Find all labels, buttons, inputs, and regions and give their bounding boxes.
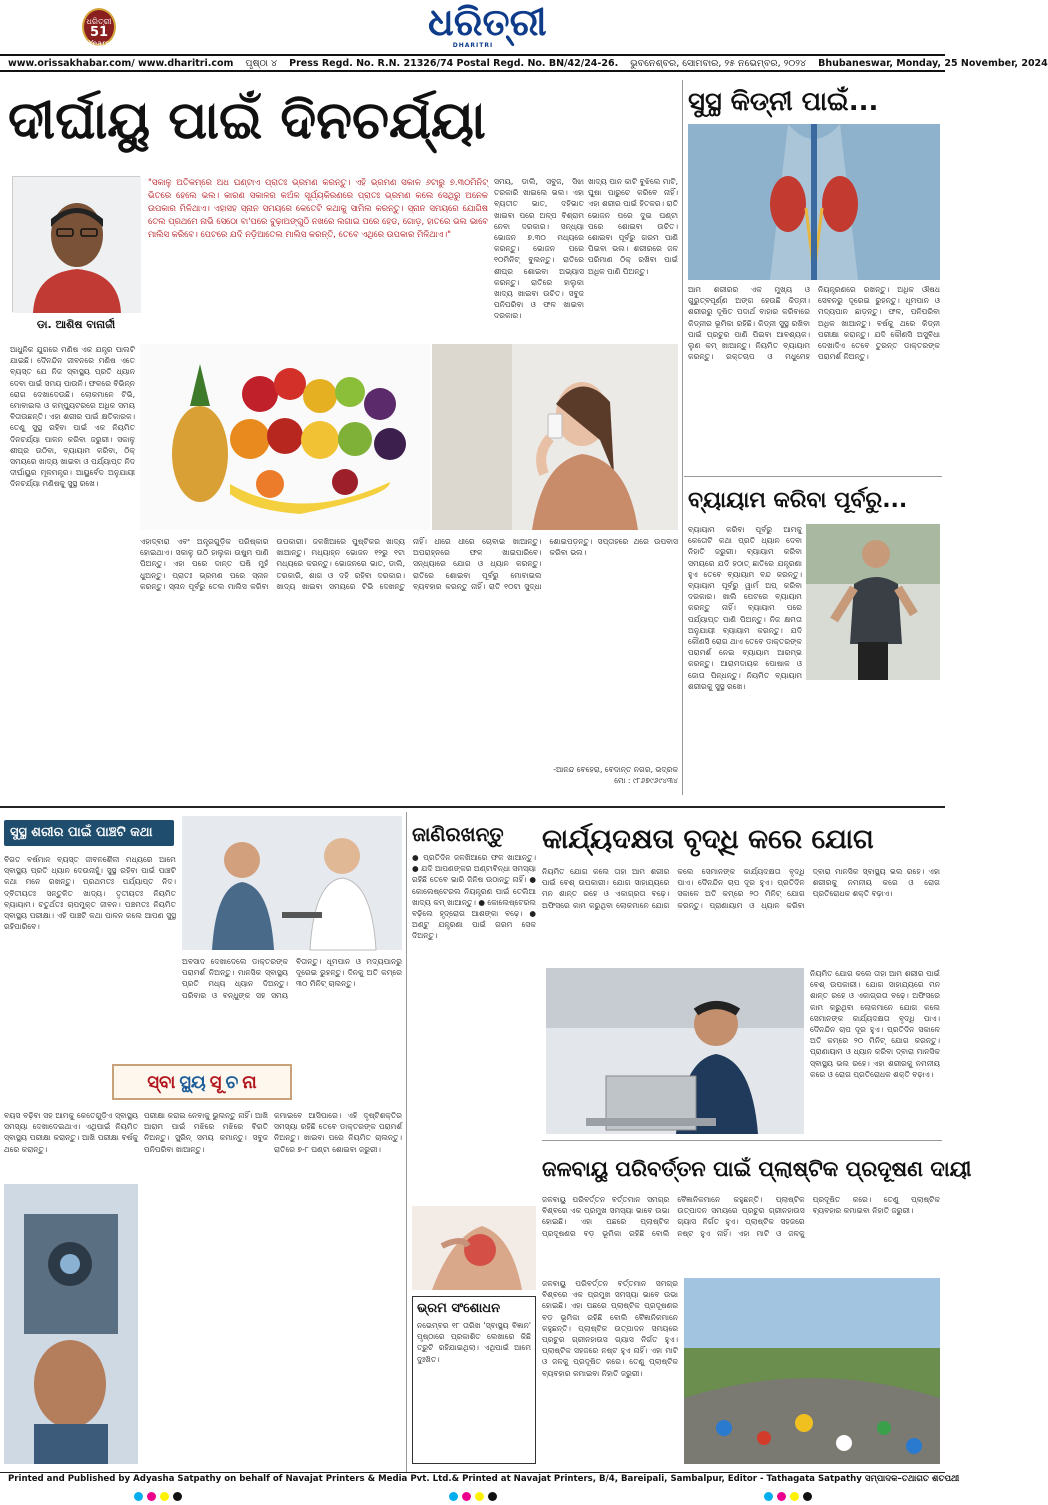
health-tips-col-1: ବୟସ ବଢ଼ିବା ସହ ଆମକୁ କେତେଗୁଡ଼ିଏ ସ୍ବାସ୍ଥ୍ୟ ସମସ୍ୟା ଦେଖାଦେଇଥାଏ। ଏଥିପାଇଁ ନିୟମିତ ସ୍ବାସ୍ଥ୍ୟ ପରୀକ୍ଷା କରାନ୍ତୁ। ଆଖି ପରୀକ୍ଷା ବର୍ଷକୁ ଥରେ କରାନ୍ତୁ। [4, 1111, 138, 1154]
fruits-photo [140, 344, 430, 530]
climate-headline: ଜଳବାୟୁ ପରିବର୍ତ୍ତନ ପାଇଁ ପ୍ଲାଷ୍ଟିକ ପ୍ରଦୂଷଣ ଦାୟୀ [542, 1157, 972, 1181]
correction-box [412, 1296, 536, 1464]
knee-pain-photo [412, 1206, 536, 1290]
plastic-waste-photo [684, 1278, 940, 1464]
kidney-anatomy-photo [688, 124, 940, 280]
article-body-left: ଆଧୁନିକ ଯୁଗରେ ମଣିଷ ଏକ ଯନ୍ତ୍ର ପାଲଟି ଯାଇଛି। ଦୈନନ୍ଦିନ ଜୀବନରେ ମଣିଷ ଏତେ ବ୍ୟସ୍ତ ଯେ ନିଜ ସ୍ବାସ୍ଥ୍ୟ ପ୍ରତି ଧ୍ୟାନ ଦେବା ପାଇଁ ସମୟ ପାଉନି। ଫଳରେ ବିଭିନ୍ନ ରୋଗ ଦେଖାଦେଉଛି। ଲୋକମାନେ ଟିଭି, ମୋବାଇଲ ଓ କମ୍ପ୍ୟୁଟରରେ ଅଧିକ ସମୟ ବିତାଉଛନ୍ତି। ଏହା ଶରୀର ପାଇଁ କ୍ଷତିକାରକ। ତେଣୁ ସୁସ୍ଥ ରହିବା ପାଇଁ ଏକ ନିୟମିତ ଦିନଚର୍ଯ୍ୟା ପାଳନ କରିବା ଜରୁରୀ। ସକାଳୁ ଶୀଘ୍ର ଉଠିବା, ବ୍ୟାୟାମ କରିବା, ଠିକ୍ ସମୟରେ ଖାଦ୍ୟ ଖାଇବା ଓ ପର୍ଯ୍ୟାପ୍ତ ନିଦ ଦୀର୍ଘାୟୁର ମୂଳମନ୍ତ୍ର। ଆୟୁର୍ବେଦ ଅନୁଯାୟୀ ଦିନଚର୍ଯ୍ୟା ମଣିଷକୁ ସୁସ୍ଥ ରଖେ। [10, 345, 135, 489]
date-odia: ଭୁବନେଶ୍ବର, ସୋମବାର, ୨୫ ନଭେମ୍ବର, ୨୦୨୪ [630, 57, 807, 69]
yoga-body-top: ନିୟମିତ ଯୋଗ କଲେ ତାହା ଆମ ଶରୀର ପାଇଁ ବେଶ୍ ଉପକାରୀ। ଯୋଗ ସାହାଯ୍ୟରେ ମନ ଶାନ୍ତ ରହେ ଓ ଏକାଗ୍ରତା ବଢ଼େ। ଅଫିସରେ କାମ କରୁଥିବା ଲୋକମାନେ ଯୋଗ କଲେ ସେମାନଙ୍କ କାର୍ଯ୍ୟଦକ୍ଷତା ବୃଦ୍ଧି ପାଏ। ଦୈନନ୍ଦିନ ଚାପ ଦୂର ହୁଏ। ପ୍ରତିଦିନ ସକାଳେ ଅତି କମ୍‌ରେ ୨୦ ମିନିଟ୍ ଯୋଗ କରନ୍ତୁ। ପ୍ରାଣାୟାମ ଓ ଧ୍ୟାନ କରିବା ଦ୍ବାରା ମାନସିକ ସ୍ବାସ୍ଥ୍ୟ ଭଲ ରହେ। ଏହା ଶରୀରକୁ ନମନୀୟ କରେ ଓ ରୋଗ ପ୍ରତିରୋଧକ ଶକ୍ତି ବଢ଼ାଏ। [542, 867, 940, 910]
color-registration-marks [0, 1488, 945, 1502]
five-things-body-2: ଅବସାଦ ଦେଖାଦେଲେ ଡାକ୍ତରଙ୍କ ପରାମର୍ଶ ନିଅନ୍ତୁ। ମାନସିକ ସ୍ବାସ୍ଥ୍ୟ ପ୍ରତି ମଧ୍ୟ ଧ୍ୟାନ ଦିଅନ୍ତୁ। ପରିବାର ଓ ବନ୍ଧୁଙ୍କ ସହ ସମୟ ବିତାନ୍ତୁ। ଧୂମପାନ ଓ ମଦ୍ୟପାନରୁ ଦୂରେଇ ରୁହନ୍ତୁ। ଦିନକୁ ଅତି କମ୍‌ରେ ୩୦ ମିନିଟ୍ ଚାଲନ୍ତୁ। [182, 957, 402, 1000]
section-divider [542, 1140, 942, 1141]
author-name: ଡା. ଆଶିଷ ବାନାର୍ଜୀ [36, 318, 116, 331]
know-body: ● ପ୍ରତିଦିନ ଜଳଖିଆରେ ଫଳ ଖାଆନ୍ତୁ। ● ଯଦି ଆପଣଙ୍କର ଅଣ୍ଟାବିନ୍ଧା ସମସ୍ୟା ରହିଛି ତେବେ ଭାରି ଜିନିଷ ଉଠାନ୍ତୁ ନାହିଁ। ● କୋଲେଷ୍ଟେରଲ ନିୟନ୍ତ୍ରଣ ପାଇଁ ତେଲିଆ ଖାଦ୍ୟ କମ୍ ଖାଆନ୍ତୁ। ● କୋଲେଷ୍ଟେରଲ ବଢ଼ିଲେ ହୃଦ୍‌ରୋଗ ଆଶଙ୍କା ବଢ଼େ। ● ଅଣ୍ଟୁ ଯନ୍ତ୍ରଣା ପାଇଁ ଗରମ ସେକ ଦିଅନ୍ତୁ। [412, 853, 536, 941]
section-divider [0, 806, 945, 808]
five-things-body: ବିଗତ ବର୍ଷମାନ ବ୍ୟସ୍ତ ଜୀବନଶୈଳୀ ମଧ୍ୟରେ ଆମେ ସ୍ବାସ୍ଥ୍ୟ ପ୍ରତି ଧ୍ୟାନ ଦେଉନାହୁଁ। ସୁସ୍ଥ ରହିବା ପାଇଁ ପାଞ୍ଚଟି କଥା ମନେ ରଖନ୍ତୁ। ପ୍ରଥମତଃ ପର୍ଯ୍ୟାପ୍ତ ନିଦ। ଦ୍ବିତୀୟତଃ ସନ୍ତୁଳିତ ଖାଦ୍ୟ। ତୃତୀୟତଃ ନିୟମିତ ବ୍ୟାୟାମ। ଚତୁର୍ଥତଃ ଚାପମୁକ୍ତ ଜୀବନ। ପଞ୍ଚମତଃ ନିୟମିତ ସ୍ବାସ୍ଥ୍ୟ ପରୀକ୍ଷା। ଏହି ପାଞ୍ଚଟି କଥା ପାଳନ କଲେ ଆପଣ ସୁସ୍ଥ ରହିପାରିବେ। [4, 855, 176, 932]
footer-divider [0, 1472, 945, 1473]
tips-letter-3: ସୂ [209, 1071, 222, 1093]
author-photo [12, 176, 140, 312]
main-headline: ଦୀର୍ଘାୟୁ ପାଇଁ ଦିନଚର୍ଯ୍ୟା [8, 91, 486, 151]
anniversary-badge [82, 8, 116, 46]
health-tips-banner [112, 1064, 292, 1100]
exercise-body-narrow: ବ୍ୟାୟାମ କରିବା ପୂର୍ବରୁ ଆମକୁ କେତୋଟି କଥା ପ୍ରତି ଧ୍ୟାନ ଦେବା ନିହାତି ଜରୁରୀ। ବ୍ୟାୟାମ କରିବା ସମୟରେ ଯଦି ହଠାତ୍ ଛାତିରେ ଯନ୍ତ୍ରଣା ହୁଏ ତେବେ ବ୍ୟାୟାମ ବନ୍ଦ କରନ୍ତୁ। ବ୍ୟାୟାମ ପୂର୍ବରୁ ୱାର୍ମ ଅପ୍ କରିବା ଦରକାର। ଖାଲି ପେଟରେ ବ୍ୟାୟାମ କରନ୍ତୁ ନାହିଁ। ବ୍ୟାୟାମ ପରେ ପର୍ଯ୍ୟାପ୍ତ ପାଣି ପିଅନ୍ତୁ। ନିଜ କ୍ଷମତା ଅନୁଯାୟୀ ବ୍ୟାୟାମ କରନ୍ତୁ। ଯଦି କୌଣସି ରୋଗ ଥାଏ ତେବେ ଡାକ୍ତରଙ୍କ ପରାମର୍ଶ ନେଇ ବ୍ୟାୟାମ ଆରମ୍ଭ କରନ୍ତୁ। ଆରାମଦାୟକ ପୋଷାକ ଓ ଜୋତା ପିନ୍ଧନ୍ତୁ। ନିୟମିତ ବ୍ୟାୟାମ ଶରୀରକୁ ସୁସ୍ଥ ରଖେ। [688, 525, 802, 691]
health-tips-col-3: କମାଇବେ ଆସିପାରେ। ଏହି ଦୃଷ୍ଟିଶକ୍ତିର ସମସ୍ୟା ରହିଛି ତେବେ ଡାକ୍ତରଙ୍କ ପରାମର୍ଶ ନିଅନ୍ତୁ। ଖାଇବା ପରେ ନିୟମିତ ଚାଲନ୍ତୁ। ରାତିରେ ୭-୮ ଘଣ୍ଟା ଶୋଇବା ଜରୁରୀ। [274, 1111, 402, 1154]
tips-letter-4: ଚ [225, 1071, 239, 1093]
column-divider [406, 812, 407, 1472]
kidney-headline: ସୁସ୍ଥ କିଡ୍‌ନୀ ପାଇଁ... [688, 87, 879, 117]
info-bar [0, 54, 1048, 72]
tips-letter-1: ସ୍ବା [147, 1071, 176, 1093]
masthead [0, 0, 945, 54]
section-divider [684, 476, 942, 477]
tips-letter-2: ସ୍ଥ୍ୟ [179, 1071, 206, 1093]
five-things-headline: ସୁସ୍ଥ ଶରୀର ପାଇଁ ପାଞ୍ଚଟି କଥା [4, 820, 174, 846]
article-body-bottom: ଏହାଦ୍ବାରା ଏବଂ ଅନ୍ତ୍ରଗୁଡ଼ିକ ପରିଷ୍କାର ହୋଇଥାଏ। ସକାଳୁ ଉଠି ହାଲୁକା ଉଷୁମ ପାଣି ପିଅନ୍ତୁ। ଏହା ପରେ ଦାନ୍ତ ଘଷି ମୁହଁ ଧୁଅନ୍ତୁ। ପ୍ରାତଃ ଭ୍ରମଣ ପରେ ସ୍ନାନ କରନ୍ତୁ। ସ୍ନାନ ପୂର୍ବରୁ ତେଲ ମାଲିସ କରିବା ଉପକାରୀ। ଜଳଖିଆରେ ପୁଷ୍ଟିକର ଖାଦ୍ୟ ଖାଆନ୍ତୁ। ମଧ୍ୟାହ୍ନ ଭୋଜନ ୧୨ରୁ ୧ଟା ମଧ୍ୟରେ କରନ୍ତୁ। ଭୋଜନରେ ଭାତ, ଡାଲି, ତରକାରି, ଶାଗ ଓ ଦହି ରହିବା ଦରକାର। ଖାଦ୍ୟ ଖାଇବା ସମୟରେ ଟିଭି ଦେଖନ୍ତୁ ନାହିଁ। ଧୀରେ ଧୀରେ ଚୋବାଇ ଖାଆନ୍ତୁ। ଅପରାହ୍ନରେ ଫଳ ଖାଇପାରିବେ। ସନ୍ଧ୍ୟାରେ ଯୋଗ ଓ ଧ୍ୟାନ କରନ୍ତୁ। ରାତିରେ ଶୋଇବା ପୂର୍ବରୁ ମୋବାଇଲ ବ୍ୟବହାର କରନ୍ତୁ ନାହିଁ। ରାତି ୧୦ଟା ସୁଦ୍ଧା ଶୋଇପଡ଼ନ୍ତୁ। ସପ୍ତାହରେ ଥରେ ଉପବାସ କରିବା ଭଲ। [140, 537, 678, 591]
correction-title: ଭ୍ରମ ସଂଶୋଧନ [417, 1301, 501, 1316]
correction-body: ନଭେମ୍ବର ୧୮ ତାରିଖ 'ସ୍ବାସ୍ଥ୍ୟ ବିଜ୍ଞାନ' ପୃଷ୍ଠାରେ ପ୍ରକାଶିତ ଲେଖାରେ କିଛି ତ୍ରୁଟି ରହିଯାଇଥିଲା। ଏଥିପାଇଁ ଆମେ ଦୁଃଖିତ। [417, 1321, 531, 1364]
know-headline: ଜାଣିରଖନ୍ତୁ [412, 822, 504, 846]
badge-line-3: Years [88, 39, 110, 48]
yoga-headline: କାର୍ଯ୍ୟଦକ୍ଷତା ବୃଦ୍ଧି କରେ ଯୋଗ [542, 824, 874, 855]
kidney-body: ଆମ ଶରୀରର ଏକ ମୁଖ୍ୟ ଓ ଗୁରୁତ୍ବପୂର୍ଣ୍ଣ ଅଙ୍ଗ ହେଉଛି କିଡ୍‌ନୀ। ଶରୀରରୁ ଦୂଷିତ ପଦାର୍ଥ ବାହାର କରିବାରେ କିଡ୍‌ନୀର ଭୂମିକା ରହିଛି। କିଡ୍‌ନୀ ସୁସ୍ଥ ରଖିବା ପାଇଁ ପ୍ରଚୁର ପାଣି ପିଇବା ଆବଶ୍ୟକ। ଲୁଣ କମ୍ ଖାଆନ୍ତୁ। ନିୟମିତ ବ୍ୟାୟାମ କରନ୍ତୁ। ରକ୍ତଚାପ ଓ ମଧୁମେହ ନିୟନ୍ତ୍ରଣରେ ରଖନ୍ତୁ। ଅଧିକ ଔଷଧ ସେବନରୁ ଦୂରେଇ ରୁହନ୍ତୁ। ଧୂମପାନ ଓ ମଦ୍ୟପାନ ଛାଡ଼ନ୍ତୁ। ଫଳ, ପନିପରିବା ଅଧିକ ଖାଆନ୍ତୁ। ବର୍ଷକୁ ଥରେ କିଡ୍‌ନୀ ପରୀକ୍ଷା କରାନ୍ତୁ। ଯଦି କୌଣସି ଅସୁବିଧା ଦେଖାଦିଏ ତେବେ ତୁରନ୍ତ ଡାକ୍ତରଙ୍କ ପରାମର୍ଶ ନିଅନ୍ତୁ। [688, 285, 940, 362]
page-number: ପୃଷ୍ଠା ୪ [245, 57, 278, 69]
badge-line-1: ଧରିତ୍ରୀ [86, 17, 112, 26]
running-man-photo [806, 524, 940, 680]
badge-years-number: 51 [89, 25, 109, 40]
doctor-consultation-photo [182, 816, 402, 950]
footer-imprint: Printed and Published by Adyasha Satpathy on behalf of Navajat Printers & Media Pvt. Ltd.& Printed at Navajat Printers, B/4, Bareipali, Sambalpur, Editor - Tathagata Satpathy ସମ୍ପାଦକ–ତଥାଗତ ଶତପଥୀ [8, 1474, 960, 1484]
health-tips-col-2: ପରୀକ୍ଷା କରାଇ ନେବାକୁ ଭୁଲନ୍ତୁ ନାହିଁ। ଆଖି ଆରାମ ପାଇଁ ମଝିରେ ମଝିରେ ବିରତି ନିଅନ୍ତୁ। ସ୍କ୍ରିନ୍ ସମୟ କମାନ୍ତୁ। ସବୁଜ ପନିପରିବା ଖାଆନ୍ତୁ। [144, 1111, 268, 1154]
climate-body-lower: ଜଳବାୟୁ ପରିବର୍ତ୍ତନ ବର୍ତ୍ତମାନ ସମଗ୍ର ବିଶ୍ବରେ ଏକ ପ୍ରମୁଖ ସମସ୍ୟା ଭାବେ ଉଭା ହୋଇଛି। ଏହା ପଛରେ ପ୍ଲାଷ୍ଟିକ ପ୍ରଦୂଷଣର ବଡ଼ ଭୂମିକା ରହିଛି ବୋଲି ବୈଜ୍ଞାନିକମାନେ କହୁଛନ୍ତି। ପ୍ଲାଷ୍ଟିକ ଉତ୍ପାଦନ ସମୟରେ ପ୍ରଚୁର ଗ୍ରୀନହାଉସ ଗ୍ୟାସ ନିର୍ଗତ ହୁଏ। ପ୍ଲାଷ୍ଟିକ ସହଜରେ ନଷ୍ଟ ହୁଏ ନାହିଁ। ଏହା ମାଟି ଓ ଜଳକୁ ପ୍ରଦୂଷିତ କରେ। ତେଣୁ ପ୍ଲାଷ୍ଟିକ ବ୍ୟବହାର କମାଇବା ନିହାତି ଜରୁରୀ। [542, 1279, 678, 1378]
press-regd: Press Regd. No. R.N. 21326/74 Postal Regd. No. BN/42/24-26. [289, 57, 619, 69]
newspaper-logo [428, 0, 547, 49]
woman-drinking-milk-photo [432, 344, 678, 530]
article-byline: -ଆନନ୍ଦ ବେହେରା, ବେଦାନ୍ତ ନଗର, ଭଦ୍ରକ ମୋ : ୯୮୬୭୯୬୯୪୩୪ [553, 765, 678, 786]
logo-subtext: DHARITRI [452, 42, 494, 49]
article-column-b: ଖାଦ୍ୟ ପାନ କାଟି ବୁଝିଲେ ମାଟି, ଘୁଷା ପାରୁଚେ କରିବେ ନାହିଁ। ଏହା ଶରୀର ପାଇଁ ହିତକର। ରାତି ଭୋଜନ ପରେ ଦୁଇ ଘଣ୍ଟା ପରେ ଶୋଇବା ଉଚିତ। ଶୋଇବା ପୂର୍ବରୁ ଗରମ ପାଣି ପିଇବା ଭଲ। ଶରୀରରେ ଜଳ ପରିମାଣ ଠିକ୍ ରଖିବା ପାଇଁ ଅଧିକ ପାଣି ପିଅନ୍ତୁ। [588, 177, 678, 276]
eye-exam-photo [4, 1184, 138, 1464]
article-column-a: ସମୟ, ଡାଲି, ସବୁଜ, ସିଝା ତରକାରି ଖାଇଲେ ଭଲ। ଏହା ବ୍ୟତୀତ ଭାତ, ଦହିଭାତ ଖାଇବା ପରେ ଅଳ୍ପ ବିଶ୍ରାମ ନେବା ଦରକାର। ସନ୍ଧ୍ୟା ଭୋଜନ ୭.୩୦ ମଧ୍ୟରେ କରନ୍ତୁ। ଭୋଜନ ପରେ ୧୦ମିନିଟ୍ ବୁଲନ୍ତୁ। ରାତିରେ ଶୀଘ୍ର ଶୋଇବା ଅଭ୍ୟାସ କରନ୍ତୁ। ରାତିରେ ହାଲୁକା ଖାଦ୍ୟ ଖାଇବା ଉଚିତ। ସବୁଜ ପନିପରିବା ଓ ଫଳ ଖାଇବା ଦରକାର। [494, 177, 584, 321]
yoga-body-side: ନିୟମିତ ଯୋଗ କଲେ ତାହା ଆମ ଶରୀର ପାଇଁ ବେଶ୍ ଉପକାରୀ। ଯୋଗ ସାହାଯ୍ୟରେ ମନ ଶାନ୍ତ ରହେ ଓ ଏକାଗ୍ରତା ବଢ଼େ। ଅଫିସରେ କାମ କରୁଥିବା ଲୋକମାନେ ଯୋଗ କଲେ ସେମାନଙ୍କ କାର୍ଯ୍ୟଦକ୍ଷତା ବୃଦ୍ଧି ପାଏ। ଦୈନନ୍ଦିନ ଚାପ ଦୂର ହୁଏ। ପ୍ରତିଦିନ ସକାଳେ ଅତି କମ୍‌ରେ ୨୦ ମିନିଟ୍ ଯୋଗ କରନ୍ତୁ। ପ୍ରାଣାୟାମ ଓ ଧ୍ୟାନ କରିବା ଦ୍ବାରା ମାନସିକ ସ୍ବାସ୍ଥ୍ୟ ଭଲ ରହେ। ଏହା ଶରୀରକୁ ନମନୀୟ କରେ ଓ ରୋଗ ପ୍ରତିରୋଧକ ଶକ୍ତି ବଢ଼ାଏ। [810, 969, 940, 1079]
office-worker-photo [546, 968, 804, 1134]
pull-quote: "ସକାଳୁ ଅତିକମ୍‌ରେ ଅଧ ଘଣ୍ଟାଏ ପ୍ରାତଃ ଭ୍ରମଣ କରନ୍ତୁ। ଏହି ଭ୍ରମଣ ସକାଳ ୬ଟାରୁ ୭.୩୦ମିନିଟ୍ ଭିତରେ ହେଲେ ଭଲ। କାରଣ ସକାଳର କଅଁଳ ସୂର୍ଯ୍ୟକିରଣରେ ପ୍ରାତଃ ଭ୍ରମଣ କଲେ ସେଥିରୁ ଅନେକ ଉପକାର ମିଳିଥାଏ। ଏହାସହ ସ୍ନାନ ସମୟରେ କେତେଟି କଥାକୁ ସାମିଲ କରନ୍ତୁ। ସ୍ନାନ ସମୟରେ ଯୋଗିଷ ତେଲ ପ୍ରଥମେ ନାଭି ସେଠୋ ବା'ପରେ ବୁଢ଼ାଅଙ୍ଗୁଠି ନଖରେ ଲଗାଇ ପରେ ହେଡ, ଗୋଡ଼, ହାତରେ ଭଲ ଭାବେ ମାଲିସ କରିବେ। ପେଟରେ ଯଦି ନଡ଼ିଆତେଲ ମାଲିସ କରନ୍ତି, ତେବେ ଏଥିରେ ଉପକାର ମିଳିଥାଏ।" [148, 177, 488, 239]
climate-body: ଜଳବାୟୁ ପରିବର୍ତ୍ତନ ବର୍ତ୍ତମାନ ସମଗ୍ର ବିଶ୍ବରେ ଏକ ପ୍ରମୁଖ ସମସ୍ୟା ଭାବେ ଉଭା ହୋଇଛି। ଏହା ପଛରେ ପ୍ଲାଷ୍ଟିକ ପ୍ରଦୂଷଣର ବଡ଼ ଭୂମିକା ରହିଛି ବୋଲି ବୈଜ୍ଞାନିକମାନେ କହୁଛନ୍ତି। ପ୍ଲାଷ୍ଟିକ ଉତ୍ପାଦନ ସମୟରେ ପ୍ରଚୁର ଗ୍ରୀନହାଉସ ଗ୍ୟାସ ନିର୍ଗତ ହୁଏ। ପ୍ଲାଷ୍ଟିକ ସହଜରେ ନଷ୍ଟ ହୁଏ ନାହିଁ। ଏହା ମାଟି ଓ ଜଳକୁ ପ୍ରଦୂଷିତ କରେ। ତେଣୁ ପ୍ଲାଷ୍ଟିକ ବ୍ୟବହାର କମାଇବା ନିହାତି ଜରୁରୀ। [542, 1195, 940, 1238]
logo-text: ଧରିତ୍ରୀ [428, 0, 547, 44]
tips-letter-5: ନା [242, 1071, 257, 1093]
date-english: Bhubaneswar, Monday, 25 November, 2024 [818, 57, 1048, 69]
column-divider [682, 80, 683, 795]
exercise-headline: ବ୍ୟାୟାମ କରିବା ପୂର୍ବରୁ... [688, 488, 908, 513]
website-text: www.orissakhabar.com/ www.dharitri.com [8, 57, 234, 69]
